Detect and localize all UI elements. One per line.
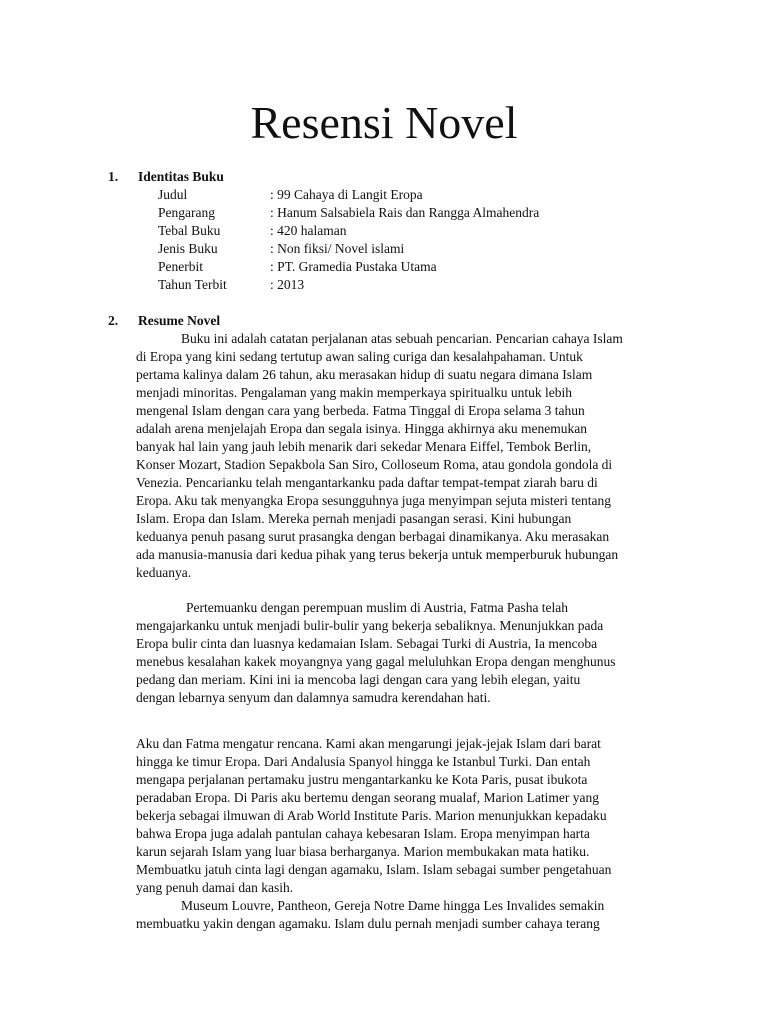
info-row-tebal-buku [158, 222, 346, 240]
paragraph-line: menebus kesalahan kakek moyangnya yang gagal meluluhkan Eropa dengan menghunus [136, 654, 616, 669]
paragraph-line: adalah arena menjelajah Eropa dan segala isinya. Hingga akhirnya aku menemukan [136, 421, 587, 436]
paragraph-line: Venezia. Pencarianku telah mengantarkanku pada daftar tempat-tempat ziarah baru di [136, 475, 598, 490]
info-value: : PT. Gramedia Pustaka Utama [270, 259, 437, 274]
info-row-tahun-terbit [158, 276, 304, 294]
section-1-heading [108, 168, 224, 186]
info-label: Penerbit [158, 259, 203, 274]
info-value: : 2013 [270, 277, 305, 292]
paragraph-line: bekerja sebagai ilmuwan di Arab World Institute Paris. Marion menunjukkan kepadaku [136, 808, 607, 823]
paragraph-line: Aku dan Fatma mengatur rencana. Kami akan mengarungi jejak-jejak Islam dari barat [136, 736, 601, 751]
paragraph-line: di Eropa yang kini sedang tertutup awan saling curiga dan kesalahpahaman. Untuk [136, 349, 583, 364]
paragraph-line: Pertemuanku dengan perempuan muslim di Austria, Fatma Pasha telah [186, 600, 569, 615]
paragraph-line: banyak hal lain yang jauh lebih menarik dari sekedar Menara Eiffel, Tembok Berlin, [136, 439, 592, 454]
paragraph-line: menjadi minoritas. Pengalaman yang makin memperkaya spiritualku untuk lebih [136, 385, 573, 400]
info-value: : 420 halaman [270, 223, 347, 238]
info-label: Pengarang [158, 205, 215, 220]
info-row-jenis-buku [158, 240, 404, 258]
paragraph-line: membuatku yakin dengan agamaku. Islam dulu pernah menjadi sumber cahaya terang [136, 916, 600, 931]
paragraph-line: Buku ini adalah catatan perjalanan atas sebuah pencarian. Pencarian cahaya Islam [181, 331, 623, 346]
section-2-number: 2. [108, 313, 119, 328]
paragraph-line: mengapa perjalanan pertamaku justru mengantarkanku ke Kota Paris, pusat ibukota [136, 772, 588, 787]
paragraph-line: mengajarkanku untuk menjadi bulir-bulir yang bekerja sebaliknya. Menunjukkan pada [136, 618, 604, 633]
paragraph-line: Konser Mozart, Stadion Sepakbola San Siro, Colloseum Roma, atau gondola gondola di [136, 457, 613, 472]
info-value: : Hanum Salsabiela Rais dan Rangga Almahendra [270, 205, 540, 220]
info-label: Judul [158, 187, 188, 202]
paragraph-line: Eropa bulir cinta dan luasnya kedamaian Islam. Sebagai Turki di Austria, Ia mencoba [136, 636, 598, 651]
info-row-penerbit [158, 258, 437, 276]
info-value: : 99 Cahaya di Langit Eropa [270, 187, 423, 202]
paragraph-line: mengenal Islam dengan cara yang berbeda. Fatma Tinggal di Eropa selama 3 tahun [136, 403, 585, 418]
paragraph-line: Islam. Eropa dan Islam. Mereka pernah menjadi pasangan serasi. Kini hubungan [136, 511, 572, 526]
info-label: Tahun Terbit [158, 277, 227, 292]
info-label: Jenis Buku [158, 241, 218, 256]
section-1-number: 1. [108, 169, 119, 184]
section-1-title: Identitas Buku [138, 169, 224, 184]
paragraph-line: pedang dan meriam. Kini ini ia mencoba lagi dengan cara yang lebih elegan, yaitu [136, 672, 581, 687]
paragraph-line: Eropa. Aku tak menyangka Eropa sesungguhnya juga menyimpan sejuta misteri tentang [136, 493, 612, 508]
info-label: Tebal Buku [158, 223, 221, 238]
paragraph-line: Museum Louvre, Pantheon, Gereja Notre Dame hingga Les Invalides semakin [181, 898, 605, 913]
paragraph-line: karun sejarah Islam yang luar biasa berharganya. Marion membukakan mata hatiku. [136, 844, 590, 859]
info-row-pengarang [158, 204, 539, 222]
paragraph-line: yang penuh damai dan kasih. [136, 880, 294, 895]
info-row-judul [158, 186, 423, 204]
info-value: : Non fiksi/ Novel islami [270, 241, 405, 256]
paragraph-line: bahwa Eropa juga adalah pantulan cahaya kebesaran Islam. Eropa menyimpan harta [136, 826, 590, 841]
paragraph-line: ada manusia-manusia dari kedua pihak yang terus bekerja untuk memperburuk hubungan [136, 547, 619, 562]
paragraph-line: hingga ke timur Eropa. Dari Andalusia Spanyol hingga ke Istanbul Turki. Dan entah [136, 754, 591, 769]
paragraph-line: Membuatku jatuh cinta lagi dengan agamaku, Islam. Islam sebagai sumber pengetahuan [136, 862, 612, 877]
paragraph-line: keduanya. [136, 565, 192, 580]
section-2-heading [108, 312, 220, 330]
document-title: Resensi Novel [250, 97, 518, 148]
paragraph-line: keduanya penuh pasang surut prasangka dengan berbagai dinamikanya. Aku merasakan [136, 529, 610, 544]
paragraph-line: peradaban Eropa. Di Paris aku bertemu dengan seorang mualaf, Marion Latimer yang [136, 790, 599, 805]
paragraph-line: pertama kalinya dalam 26 tahun, aku merasakan hidup di suatu negara dimana Islam [136, 367, 593, 382]
paragraph-line: dengan lebarnya senyum dan dalamnya samudra kerendahan hati. [136, 690, 491, 705]
section-2-title: Resume Novel [138, 313, 221, 328]
